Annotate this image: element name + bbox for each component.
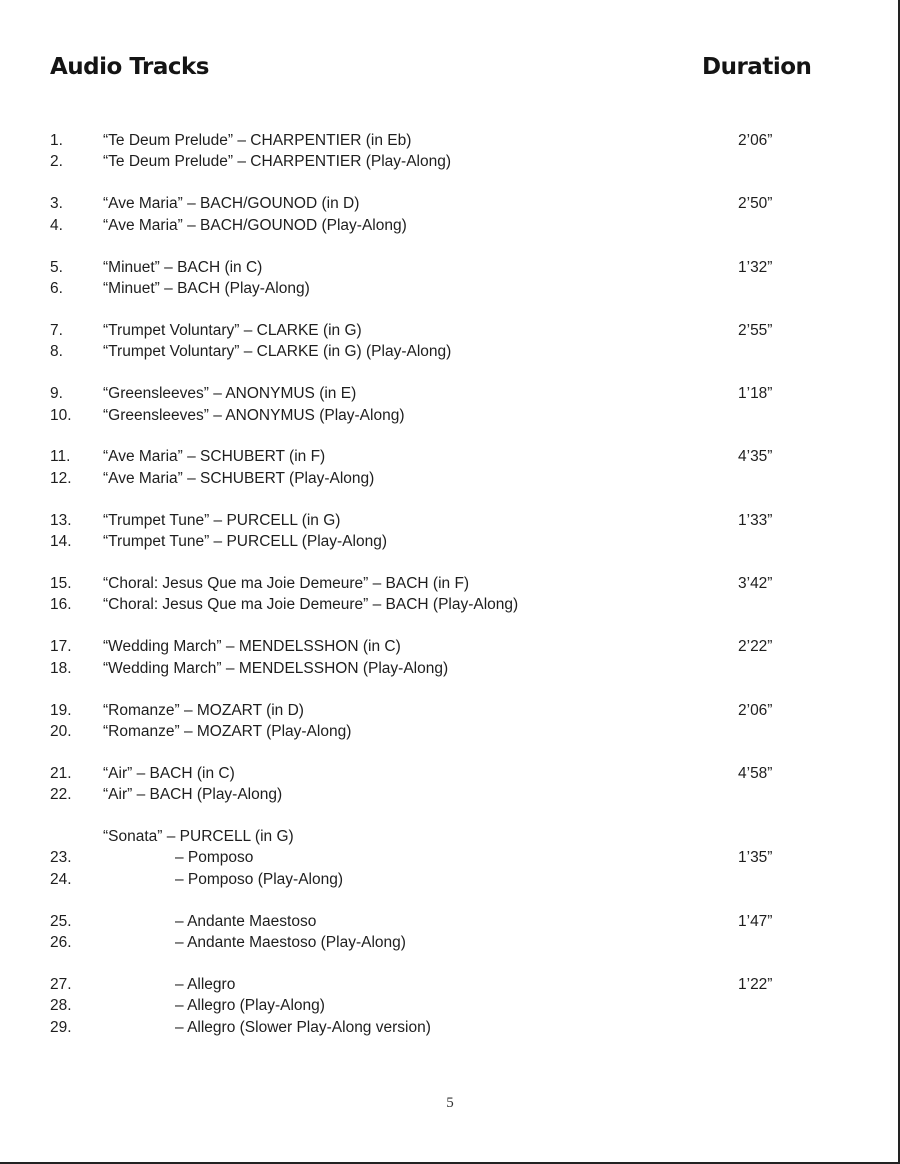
- track-list: [50, 130, 810, 1059]
- track-duration: 1’22”: [738, 976, 773, 994]
- page-title: Audio Tracks: [50, 54, 209, 80]
- track-row: [50, 636, 810, 657]
- track-title: “Minuet” – BACH (Play-Along): [103, 279, 310, 297]
- track-number: 19.: [50, 701, 72, 719]
- track-number: 4.: [50, 216, 63, 234]
- track-title: “Te Deum Prelude” – CHARPENTIER (in Eb): [103, 132, 412, 149]
- track-row: [50, 405, 810, 426]
- track-number: 7.: [50, 321, 63, 339]
- track-group: [50, 383, 810, 426]
- track-duration: 2’50”: [738, 195, 773, 213]
- track-number: 22.: [50, 786, 72, 804]
- track-title: – Allegro (Slower Play-Along version): [175, 1018, 431, 1036]
- track-title: “Air” – BACH (Play-Along): [103, 786, 283, 804]
- track-title: “Trumpet Tune” – PURCELL (Play-Along): [103, 533, 387, 551]
- track-title: “Te Deum Prelude” – CHARPENTIER (Play-Along): [103, 153, 451, 171]
- track-number: 11.: [50, 448, 71, 466]
- track-title: “Wedding March” – MENDELSSHON (Play-Along): [103, 659, 449, 677]
- track-row: [50, 932, 810, 953]
- track-number: 3.: [50, 195, 63, 213]
- track-title: “Sonata” – PURCELL (in G): [103, 828, 294, 846]
- track-number: 27.: [50, 976, 72, 994]
- track-number: 5.: [50, 258, 63, 276]
- track-number: 28.: [50, 997, 72, 1015]
- track-group: [50, 826, 810, 890]
- track-row: [50, 468, 810, 489]
- track-title: “Ave Maria” – SCHUBERT (Play-Along): [103, 469, 375, 487]
- track-title: “Trumpet Voluntary” – CLARKE (in G) (Play-Along): [103, 343, 452, 361]
- track-duration: 4’35”: [738, 448, 773, 466]
- track-title: “Romanze” – MOZART (in D): [103, 701, 304, 719]
- track-row: [50, 594, 810, 615]
- track-row: [50, 974, 810, 995]
- track-row: [50, 320, 810, 341]
- track-number: 8.: [50, 343, 63, 361]
- track-row: [50, 658, 810, 679]
- track-number: 15.: [50, 574, 72, 592]
- track-duration: 1’32”: [738, 258, 773, 276]
- track-number: 26.: [50, 934, 72, 952]
- track-number: 9.: [50, 385, 63, 403]
- track-row: [50, 995, 810, 1016]
- track-row: [50, 869, 810, 890]
- track-row: [50, 193, 810, 214]
- track-group: [50, 700, 810, 743]
- track-number: 14.: [50, 533, 72, 551]
- track-row: [50, 130, 810, 151]
- track-title: “Choral: Jesus Que ma Joie Demeure” – BACH (in F): [103, 574, 470, 592]
- track-title: – Pomposo (Play-Along): [175, 870, 343, 888]
- track-row: [50, 383, 810, 404]
- track-title: “Ave Maria” – SCHUBERT (in F): [103, 448, 326, 466]
- track-title: “Air” – BACH (in C): [103, 764, 235, 782]
- track-duration: 2’55”: [738, 321, 773, 339]
- track-number: 13.: [50, 511, 72, 529]
- track-row: [50, 573, 810, 594]
- track-row: [50, 151, 810, 172]
- track-title: “Choral: Jesus Que ma Joie Demeure” – BACH (Play-Along): [103, 596, 519, 614]
- track-number: 21.: [50, 764, 72, 782]
- track-duration: 2’22”: [738, 638, 773, 656]
- track-row: [50, 215, 810, 236]
- track-duration: 1’33”: [738, 511, 773, 529]
- track-title: – Andante Maestoso: [175, 912, 317, 930]
- track-row: [50, 510, 810, 531]
- track-number: 24.: [50, 870, 72, 888]
- track-title: “Romanze” – MOZART (Play-Along): [103, 722, 352, 740]
- track-row: [50, 911, 810, 932]
- duration-column-header: Duration: [702, 54, 812, 80]
- track-number: 23.: [50, 849, 72, 867]
- track-row: [50, 721, 810, 742]
- track-title: “Greensleeves” – ANONYMUS (in E): [103, 385, 357, 403]
- track-group: [50, 193, 810, 236]
- page-number: 5: [446, 1095, 454, 1111]
- track-group: [50, 573, 810, 616]
- track-number: 12.: [50, 469, 72, 487]
- track-number: 2.: [50, 153, 63, 171]
- track-duration: 4’58”: [738, 764, 773, 782]
- track-row: [50, 257, 810, 278]
- track-group: [50, 510, 810, 553]
- track-row: [50, 763, 810, 784]
- track-row: [50, 531, 810, 552]
- track-number: 16.: [50, 596, 72, 614]
- track-duration: 2’06”: [738, 701, 773, 719]
- track-number: 29.: [50, 1018, 72, 1036]
- track-duration: 3’42”: [738, 574, 773, 592]
- track-title: – Pomposo: [175, 849, 254, 867]
- track-group: [50, 763, 810, 806]
- track-row: [50, 278, 810, 299]
- track-title: “Minuet” – BACH (in C): [103, 258, 263, 276]
- track-number: 10.: [50, 406, 72, 424]
- track-title: “Ave Maria” – BACH/GOUNOD (Play-Along): [103, 216, 407, 234]
- track-title: “Wedding March” – MENDELSSHON (in C): [103, 638, 401, 656]
- track-group: [50, 974, 810, 1038]
- track-number: 20.: [50, 722, 72, 740]
- track-group: [50, 130, 810, 173]
- track-duration: 1’35”: [738, 849, 773, 867]
- track-group: [50, 320, 810, 363]
- track-row: [50, 847, 810, 868]
- track-number: 18.: [50, 659, 72, 677]
- track-duration: 1’47”: [738, 912, 773, 930]
- track-row: [50, 826, 810, 847]
- track-group: [50, 636, 810, 679]
- track-title: – Andante Maestoso (Play-Along): [175, 934, 406, 952]
- track-number: 25.: [50, 912, 72, 930]
- track-title: “Greensleeves” – ANONYMUS (Play-Along): [103, 406, 405, 424]
- track-row: [50, 446, 810, 467]
- track-group: [50, 446, 810, 489]
- track-row: [50, 700, 810, 721]
- track-title: “Trumpet Tune” – PURCELL (in G): [103, 511, 341, 529]
- track-row: [50, 1017, 810, 1038]
- track-title: – Allegro (Play-Along): [175, 997, 325, 1015]
- track-number: 1.: [50, 132, 63, 149]
- track-title: “Trumpet Voluntary” – CLARKE (in G): [103, 321, 362, 339]
- track-number: 17.: [50, 638, 72, 656]
- track-number: 6.: [50, 279, 63, 297]
- track-row: [50, 784, 810, 805]
- track-duration: 1’18”: [738, 385, 773, 403]
- track-group: [50, 257, 810, 300]
- track-title: – Allegro: [175, 976, 236, 994]
- track-row: [50, 341, 810, 362]
- track-duration: 2’06”: [738, 132, 773, 149]
- track-title: “Ave Maria” – BACH/GOUNOD (in D): [103, 195, 360, 213]
- track-group: [50, 911, 810, 954]
